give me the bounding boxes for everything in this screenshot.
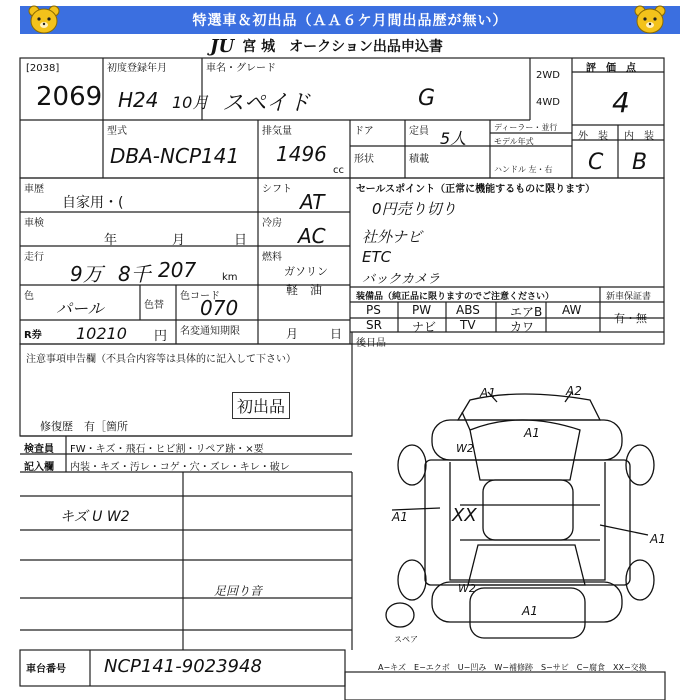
cc-unit: cc (333, 165, 344, 176)
sales-point-3: ETC (362, 248, 392, 266)
inspection-day: 日 (234, 233, 248, 248)
color-value: パール (56, 299, 104, 318)
mark-front-right: A2 (566, 384, 582, 398)
wd4-label: 4WD (536, 97, 560, 108)
interior-grade: B (632, 150, 648, 175)
mark-hood: A1 (524, 426, 540, 440)
mark-front-left: A1 (480, 386, 496, 400)
equip-tv: TV (460, 318, 476, 332)
car-diagram (386, 392, 654, 638)
mark-replaced: XX (452, 505, 477, 526)
ju-logo: JU (210, 35, 235, 57)
fuel-gasoline: ガソリン (284, 265, 328, 278)
note-right: 足回り音 (214, 584, 263, 598)
note-left: キズ U W2 (60, 509, 130, 525)
color-code-value: 070 (200, 296, 239, 320)
equip-airbag: エアB (510, 305, 543, 319)
shift-label: シフト (262, 184, 292, 195)
sales-point-1: 0円売り切り (372, 200, 457, 218)
first-reg-label: 初度登録年月 (107, 63, 167, 74)
km-unit: km (222, 272, 238, 283)
after-day-label: 後日品 (356, 338, 386, 349)
model-year-label: モデル年式 (494, 137, 534, 146)
exterior-grade: C (588, 150, 604, 175)
load-label: 積載 (409, 154, 429, 165)
color-label: 色 (24, 291, 34, 302)
mark-left-door: A1 (392, 510, 408, 524)
equip-sr: SR (366, 318, 382, 332)
mileage-sen: 8千 (118, 262, 151, 286)
mark-right-side: A1 (650, 532, 666, 546)
model-value: DBA-NCP141 (110, 144, 240, 168)
exterior-label: 外 装 (578, 131, 608, 142)
inspection-year: 年 (104, 233, 118, 248)
spare-label: スペア (394, 635, 418, 644)
lot-code: [2038] (26, 63, 60, 74)
equipment-label: 装備品（純正品に限りますのでご注意ください） (356, 292, 555, 302)
fw-row: FW・キズ・飛石・ヒビ割・リペア跡・×要 (70, 444, 264, 455)
doors-label: ドア (354, 126, 374, 137)
wd2-label: 2WD (536, 70, 560, 81)
capacity-label: 定員 (409, 126, 429, 137)
recycle-label: R券 (24, 330, 42, 341)
interior-label: 内 装 (624, 131, 654, 142)
mark-rear-fender: W2 (458, 582, 476, 595)
car-name-label: 車名・グレード (206, 63, 276, 74)
org-name: 宮 城 (242, 39, 276, 55)
rating-value: 4 (612, 86, 630, 119)
grade-value: G (418, 86, 436, 111)
lot-number: 2069 (36, 82, 103, 112)
inspection-month: 月 (172, 233, 186, 248)
notes-label: 注意事項申告欄（不具合内容等は具体的に記入して下さい） (26, 354, 296, 365)
name-change-month: 月 (286, 327, 299, 341)
equip-aw: AW (562, 303, 582, 317)
aircon-value: AC (298, 224, 326, 248)
form-title: オークション出品申込書 (289, 39, 443, 55)
displacement-value: 1496 (276, 142, 327, 166)
shape-label: 形状 (354, 154, 374, 165)
shift-value: AT (300, 190, 325, 214)
capacity-value: 5人 (440, 129, 467, 148)
reg-era: H24 (118, 88, 159, 112)
reg-month: 10月 (172, 93, 209, 112)
history-label: 車歴 (24, 184, 44, 195)
rating-label: 評 価 点 (586, 63, 636, 74)
interior-row: 内装・キズ・汚レ・コゲ・穴・ズレ・キレ・破レ (70, 462, 290, 473)
chassis-label: 車台番号 (26, 664, 66, 675)
equip-abs: ABS (456, 303, 480, 317)
first-listing-stamp: 初出品 (232, 392, 290, 419)
fuel-diesel: 軽 油 (286, 283, 323, 297)
damage-legend: A−キズ E−エクボ U−凹み W−補修跡 S−サビ C−腐食 XX−交換 (378, 663, 647, 672)
equip-navi: ナビ (412, 320, 437, 334)
sales-point-2: 社外ナビ (362, 228, 423, 246)
new-inspection-value: 有・無 (614, 312, 647, 325)
recycle-amount: 10210 (76, 324, 127, 343)
mileage-rest: 207 (158, 258, 197, 282)
color-swatch-label: 色替 (144, 300, 164, 311)
inspection-label: 車検 (24, 218, 44, 229)
entry-label: 記入欄 (24, 462, 54, 473)
color-code-label: 色コード (180, 291, 220, 302)
sales-points-label: セールスポイント（正常に機能するものに限ります） (356, 184, 596, 195)
displacement-label: 排気量 (262, 126, 292, 137)
equip-leather: カワ (510, 320, 535, 334)
equip-pw: PW (412, 303, 432, 317)
sales-point-4: バックカメラ (362, 272, 441, 287)
personal-use: 自家用・( (62, 195, 124, 211)
model-label: 型式 (107, 126, 127, 137)
banner-title: 特選車＆初出品（ＡＡ６ケ月間出品歴が無い） (192, 13, 508, 29)
fuel-label: 燃料 (262, 252, 282, 263)
car-name-value: スペイド (222, 91, 311, 116)
name-change-day: 日 (330, 327, 343, 341)
handle-label: ハンドル 左・右 (494, 165, 553, 174)
mark-fender: W2 (456, 442, 474, 455)
mileage-man: 9万 (70, 262, 103, 286)
inspector-label: 検査員 (24, 444, 54, 455)
mileage-label: 走行 (24, 252, 44, 263)
equip-ps: PS (366, 303, 381, 317)
dealer-label: ディーラー・並行 (494, 123, 558, 132)
yen-unit: 円 (154, 329, 168, 344)
new-inspection-label: 新車保証書 (606, 292, 652, 302)
chassis-number: NCP141-9023948 (104, 656, 262, 677)
mark-rear: A1 (522, 604, 538, 618)
aircon-label: 冷房 (262, 218, 282, 229)
name-change-label: 名変通知期限 (180, 326, 240, 337)
repair-history: 修復歴 有［箇所 (40, 420, 128, 433)
